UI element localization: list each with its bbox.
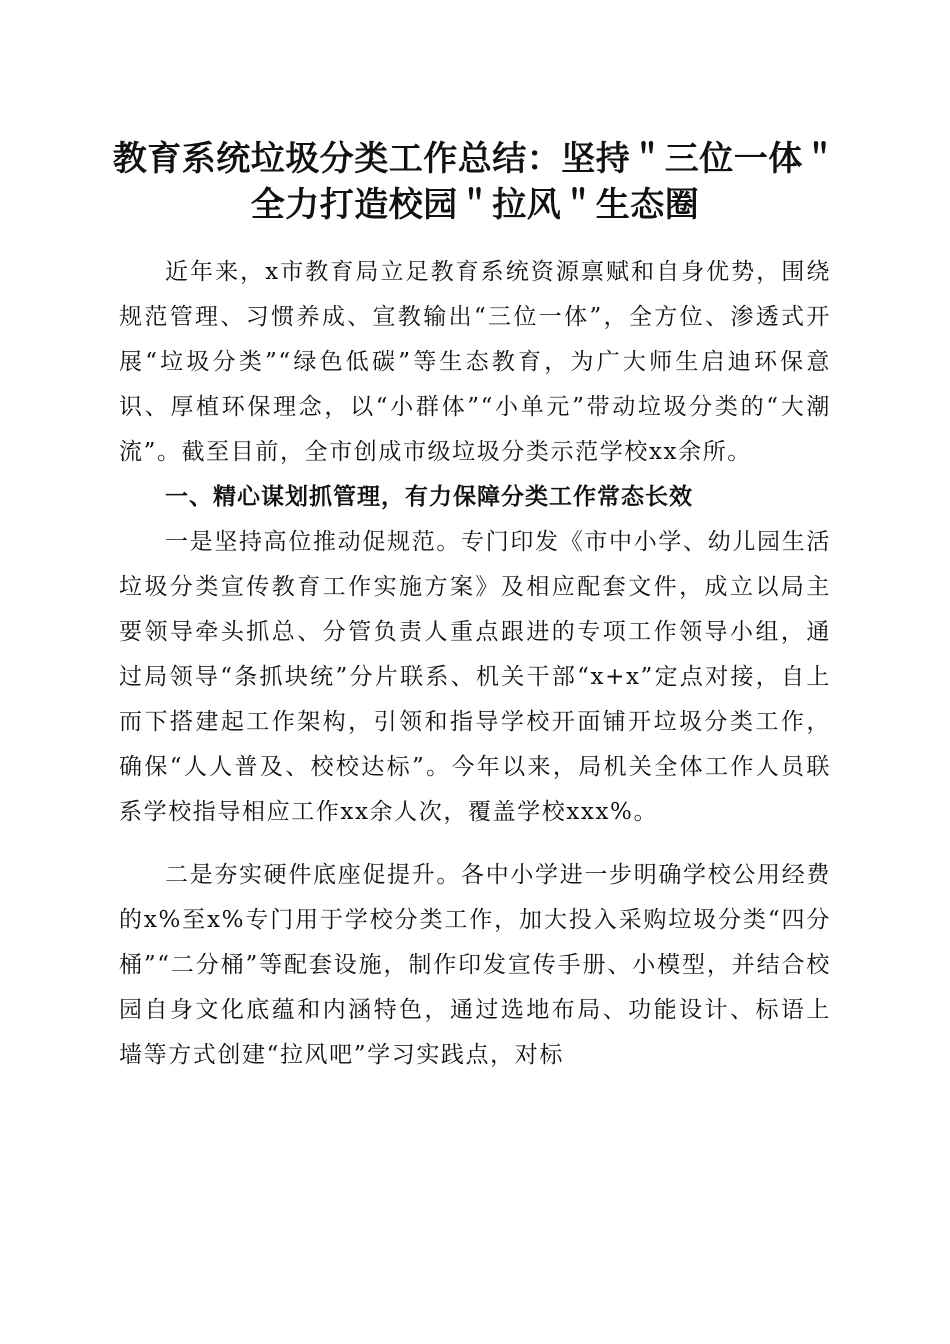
document-title: 教育系统垃圾分类工作总结：坚持＂三位一体＂全力打造校园＂拉风＂生态圈 xyxy=(112,139,838,225)
paragraph-2: 二是夯实硬件底座促提升。各中小学进一步明确学校公用经费的x%至x%专门用于学校分类工作，加大投入采购垃圾分类“四分桶”“二分桶”等配套设施，制作印发宣传手册、小模型，并结合校园自身文化底蕴和内涵特色，通过选地布局、功能设计、标语上墙等方式创建“拉风吧”学习实践点，对标 xyxy=(119,862,831,1068)
paragraph-1: 一是坚持高位推动促规范。专门印发《市中小学、幼儿园生活垃圾分类宣传教育工作实施方案》及相应配套文件，成立以局主要领导牵头抓总、分管负责人重点跟进的专项工作领导小组，通过局领导“条抓块统”分片联系、机关干部“x+x”定点对接，自上而下搭建起工作架构，引领和指导学校开面铺开垃圾分类工作，确保“人人普及、校校达标”。今年以来，局机关全体工作人员联系学校指导相应工作xx余人次，覆盖学校xxx%。 xyxy=(119,529,831,825)
document-body xyxy=(119,250,831,1078)
paragraph-spacer xyxy=(119,835,831,853)
section-heading-1: 一、精心谋划抓管理，有力保障分类工作常态长效 xyxy=(165,484,693,510)
intro-paragraph: 近年来，x市教育局立足教育系统资源禀赋和自身优势，围绕规范管理、习惯养成、宣教输出“三位一体”，全方位、渗透式开展“垃圾分类”“绿色低碳”等生态教育，为广大师生启迪环保意识、厚植环保理念，以“小群体”“小单元”带动垃圾分类的“大潮流”。截至目前，全市创成市级垃圾分类示范学校xx余所。 xyxy=(119,259,831,465)
